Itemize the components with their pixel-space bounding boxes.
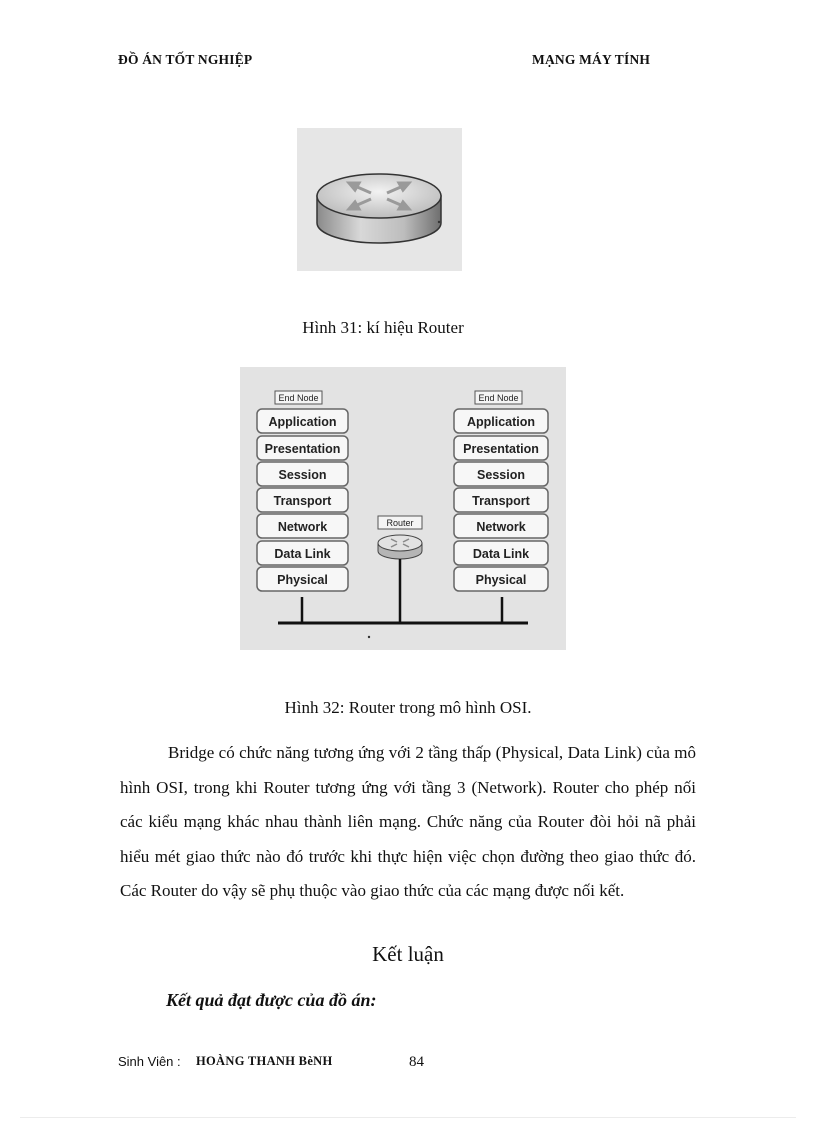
left-layer-label: Transport xyxy=(273,494,332,508)
right-layer-label: Data Link xyxy=(472,547,530,561)
router-symbol-figure xyxy=(297,128,462,271)
osi-router-diagram xyxy=(240,367,566,650)
header-left-title: ĐỒ ÁN TỐT NGHIỆP xyxy=(118,52,253,67)
router-label: Router xyxy=(386,518,414,528)
left-layer-label: Session xyxy=(278,468,327,482)
right-layer-label: Physical xyxy=(475,573,527,587)
right-layer-label: Transport xyxy=(472,494,530,508)
left-layer-label: Data Link xyxy=(274,547,331,561)
router-icon xyxy=(378,535,422,559)
right-layer-label: Application xyxy=(466,415,536,429)
right-layer-label: Presentation xyxy=(463,442,539,456)
section-title: Kết luận xyxy=(372,942,444,966)
left-layer-label: Network xyxy=(277,520,328,534)
left-end-node-label: End Node xyxy=(278,393,319,403)
left-layer-label: Physical xyxy=(277,573,328,587)
body-paragraph: Bridge có chức năng tương ứng với 2 tầng thấp (Physical, Data Link) của mô hình OSI, trong khi Router tương ứng với tầng 3 (Network). Router cho phép nối các kiểu mạng khác nhau thành liên mạng. Chức năng của Router đòi hỏi nã phải hiểu mét giao thức nào đó trước khi thực hiện việc chọn đường theo giao thức đó. Các Router do vậy sẽ phụ thuộc vào giao thức của các mạng được nối kết. xyxy=(120,743,696,900)
right-end-node-label: End Node xyxy=(478,393,519,403)
router-icon xyxy=(297,128,462,271)
page-number: 84 xyxy=(409,1054,424,1070)
left-layer-label: Application xyxy=(268,415,337,429)
header-right-title: MẠNG MÁY TÍNH xyxy=(532,52,651,67)
right-layer-label: Network xyxy=(476,520,526,534)
subheading: Kết quả đạt được của đồ án: xyxy=(166,990,377,1010)
page-bottom-divider xyxy=(20,1117,796,1118)
left-layer-label: Presentation xyxy=(264,442,341,456)
right-layer-label: Session xyxy=(477,468,525,482)
footer-student-name: HOÀNG THANH BèNH xyxy=(196,1054,333,1068)
footer-student-label: Sinh Viên : xyxy=(118,1054,181,1069)
figure-32-caption: Hình 32: Router trong mô hình OSI. xyxy=(284,698,532,717)
figure-31-caption: Hình 31: kí hiệu Router xyxy=(302,318,464,337)
